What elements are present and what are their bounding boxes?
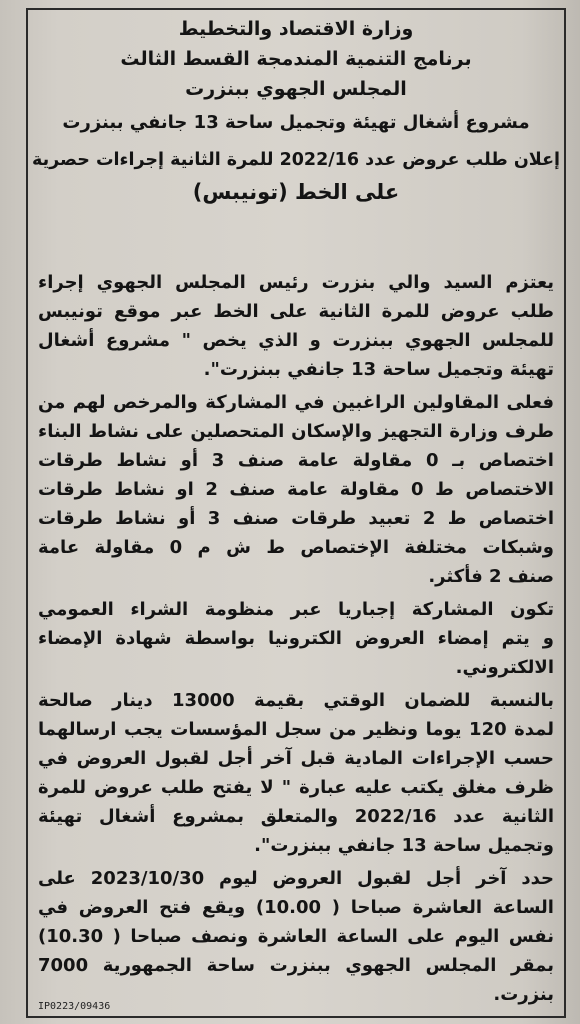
notice-frame — [26, 8, 566, 1018]
text-line: و يتم إمضاء العروض الكترونيا بواسطة شهادة الإمضاء — [38, 628, 554, 649]
text-line: للمجلس الجهوي ببنزرت و الذي يخص " مشروع أشغال — [38, 330, 554, 351]
text-line: صنف 2 فأكثر. — [428, 566, 554, 587]
text-line: نفس اليوم على الساعة العاشرة ونصف صباحا ( 10.30) — [38, 926, 554, 947]
paragraph-deadline — [38, 864, 554, 1009]
program-heading: برنامج التنمية المندمجة القسط الثالث — [120, 48, 472, 70]
text-line: طلب عروض للمرة الثانية على الخط عبر موقع تونيبس — [38, 301, 554, 322]
reference-code: IP0223/09436 — [38, 1001, 111, 1012]
notice-title-line1: إعلان طلب عروض عدد 2022/16 للمرة الثانية إجراءات حصرية — [31, 150, 561, 170]
paragraph-intro — [38, 268, 554, 384]
project-heading: مشروع أشغال تهيئة وتجميل ساحة 13 جانفي ببنزرت — [62, 112, 530, 133]
text-line: تكون المشاركة إجباريا عبر منظومة الشراء العمومي — [38, 599, 554, 620]
text-line: يعتزم السيد والي بنزرت رئيس المجلس الجهوي إجراء — [38, 272, 554, 293]
text-line: لمدة 120 يوما ونظير من سجل المؤسسات يجب ارسالهما — [38, 719, 554, 740]
text-line: حسب الإجراءات المادية قبل آخر أجل لقبول العروض في — [38, 748, 554, 769]
text-line: بمقر المجلس الجهوي ببنزرت ساحة الجمهورية 7000 — [38, 955, 554, 976]
text-line: وشبكات مختلفة الإختصاص ط ش م 0 مقاولة عامة — [38, 537, 554, 558]
text-line: الاختصاص ط 0 مقاولة عامة صنف 2 او نشاط طرقات — [38, 479, 554, 500]
council-heading: المجلس الجهوي ببنزرت — [185, 78, 407, 100]
text-line: بالنسبة للضمان الوقتي بقيمة 13000 دينار صالحة — [38, 690, 554, 711]
notice-title-line2: على الخط (تونيبس) — [192, 180, 400, 204]
text-line: الالكتروني. — [455, 657, 554, 678]
paragraph-participation — [38, 595, 554, 682]
text-line: حدد آخر أجل لقبول العروض ليوم 2023/10/30 على — [38, 868, 555, 889]
notice-body — [38, 268, 555, 1005]
text-line: طرف وزارة التجهيز والإسكان المتحصلين على نشاط البناء — [38, 421, 554, 442]
paragraph-eligibility — [38, 388, 554, 591]
text-line: الثانية عدد 2022/16 والمتعلق بمشروع أشغال تهيئة — [38, 806, 554, 827]
paragraph-guarantee — [38, 686, 554, 860]
text-line: اختصاص ط 2 تعبيد طرقات صنف 3 أو نشاط طرقات — [38, 508, 554, 529]
ministry-heading: وزارة الاقتصاد والتخطيط — [178, 18, 414, 40]
text-line: اختصاص بـ 0 مقاولة عامة صنف 3 أو نشاط طرقات — [38, 450, 554, 471]
text-line: بنزرت. — [493, 984, 554, 1005]
text-line: وتجميل ساحة 13 جانفي ببنزرت". — [254, 835, 554, 856]
text-line: تهيئة وتجميل ساحة 13 جانفي ببنزرت". — [203, 359, 554, 380]
text-line: الساعة العاشرة صباحا ( 10.00) ويقع فتح العروض في — [38, 897, 554, 918]
text-line: فعلى المقاولين الراغبين في المشاركة والمرخص لهم من — [38, 392, 554, 413]
text-line: ظرف مغلق يكتب عليه عبارة " لا يفتح طلب عروض للمرة — [38, 777, 554, 798]
